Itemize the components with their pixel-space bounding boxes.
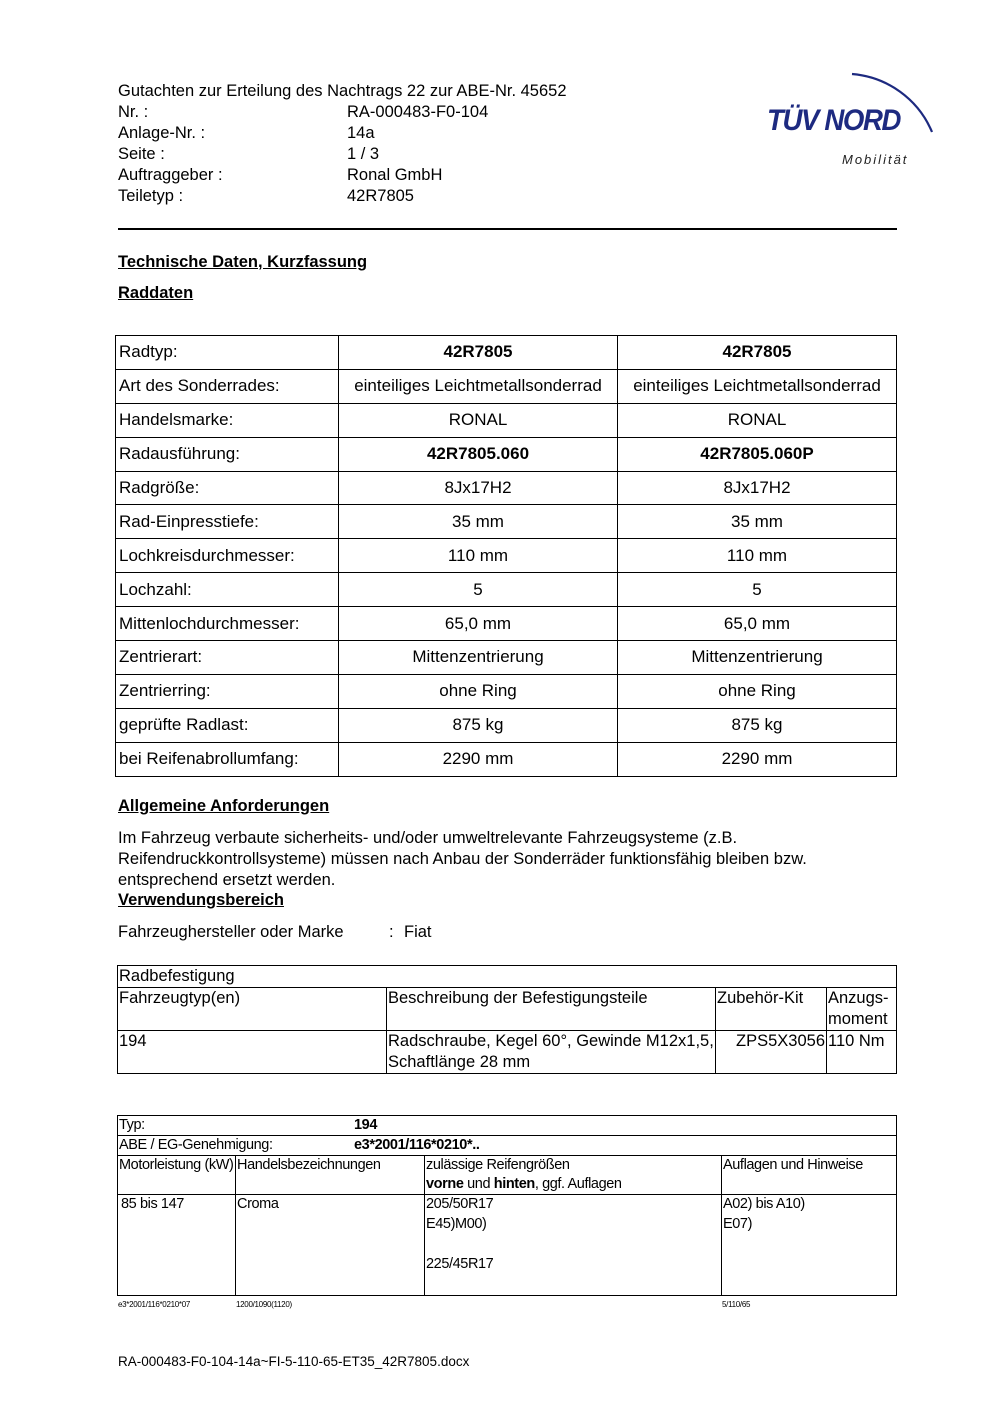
- table-row: Radgröße: 8Jx17H2 8Jx17H2: [116, 471, 897, 505]
- header-row: Teiletyp : 42R7805: [118, 187, 414, 205]
- document-footer: RA-000483-F0-104-14a~FI-5-110-65-ET35_42R7805.docx: [118, 1354, 470, 1369]
- table-row: Handelsmarke: RONAL RONAL: [116, 403, 897, 437]
- table-row: ABE / EG-Genehmigung: e3*2001/116*0210*..: [118, 1136, 897, 1156]
- section-heading-raddaten: Raddaten: [118, 284, 194, 302]
- header-divider: [118, 228, 897, 230]
- typ-footnote: e3*2001/116*0210*07: [118, 1300, 191, 1309]
- table-row: Radausführung: 42R7805.060 42R7805.060P: [116, 437, 897, 471]
- logo-brand: TÜV NORD: [767, 104, 901, 137]
- document-title: Gutachten zur Erteilung des Nachtrags 22 zur ABE-Nr. 45652: [118, 82, 567, 100]
- table-row: Fahrzeugtyp(en) Beschreibung der Befestigungsteile Zubehör-Kit Anzugs-moment: [118, 988, 897, 1031]
- raddaten-table: [115, 335, 897, 777]
- typ-footnote: 1200/1090(1120): [236, 1300, 292, 1309]
- table-row: Lochkreisdurchmesser: 110 mm 110 mm: [116, 539, 897, 573]
- section-heading-tech: Technische Daten, Kurzfassung: [118, 253, 368, 271]
- table-row: bei Reifenabrollumfang: 2290 mm 2290 mm: [116, 742, 897, 776]
- header-row: Nr. : RA-000483-F0-104: [118, 103, 489, 121]
- typ-footnote: 5/110/65: [722, 1300, 751, 1309]
- table-row: Art des Sonderrades: einteiliges Leichtmetallsonderrad einteiliges Leichtmetallsonderrad: [116, 369, 897, 403]
- verwendung-line: Fahrzeughersteller oder Marke : Fiat: [118, 923, 432, 941]
- document-header: [118, 81, 567, 207]
- table-row: Radtyp: 42R7805 42R7805: [116, 336, 897, 370]
- table-row: Lochzahl: 5 5: [116, 573, 897, 607]
- section-heading-allgemein: Allgemeine Anforderungen: [118, 797, 330, 815]
- table-row: Rad-Einpresstiefe: 35 mm 35 mm: [116, 505, 897, 539]
- table-row: Zentrierart: Mittenzentrierung Mittenzentrierung: [116, 641, 897, 675]
- table-row: 85 bis 147 Croma 205/50R17 E45)M00) 225/45R17 A02) bis A10) E07): [118, 1195, 897, 1296]
- header-row: Auftraggeber : Ronal GmbH: [118, 166, 443, 184]
- table-row: Zentrierring: ohne Ring ohne Ring: [116, 674, 897, 708]
- table-row: Mittenlochdurchmesser: 65,0 mm 65,0 mm: [116, 607, 897, 641]
- typ-table: [117, 1115, 897, 1296]
- table-row: geprüfte Radlast: 875 kg 875 kg: [116, 708, 897, 742]
- allgemein-paragraph: Im Fahrzeug verbaute sicherheits- und/oder umweltrelevante Fahrzeugsysteme (z.B. Reifendruckkontrollsysteme) müssen nach Anbau der Sonderräder funktionsfähig bleiben bzw. entsprechend ersetzt werden.: [118, 829, 807, 889]
- section-heading-verwendung: Verwendungsbereich: [118, 891, 284, 909]
- table-row: Typ: 194: [118, 1116, 897, 1136]
- table-row: Motorleistung (kW) Handelsbezeichnungen zulässige Reifengrößen vorne und hinten, ggf. Auflagen Auflagen und Hinweise: [118, 1156, 897, 1195]
- logo-subtitle: Mobilität: [842, 152, 909, 167]
- header-row: Anlage-Nr. : 14a: [118, 124, 375, 142]
- befestigung-table: [117, 965, 897, 1074]
- tuv-nord-logo: [760, 58, 940, 170]
- header-row: Seite : 1 / 3: [118, 145, 380, 163]
- table-row: Radbefestigung: [118, 966, 897, 988]
- table-row: 194 Radschraube, Kegel 60°, Gewinde M12x1,5, Schaftlänge 28 mm ZPS5X3056 110 Nm: [118, 1031, 897, 1074]
